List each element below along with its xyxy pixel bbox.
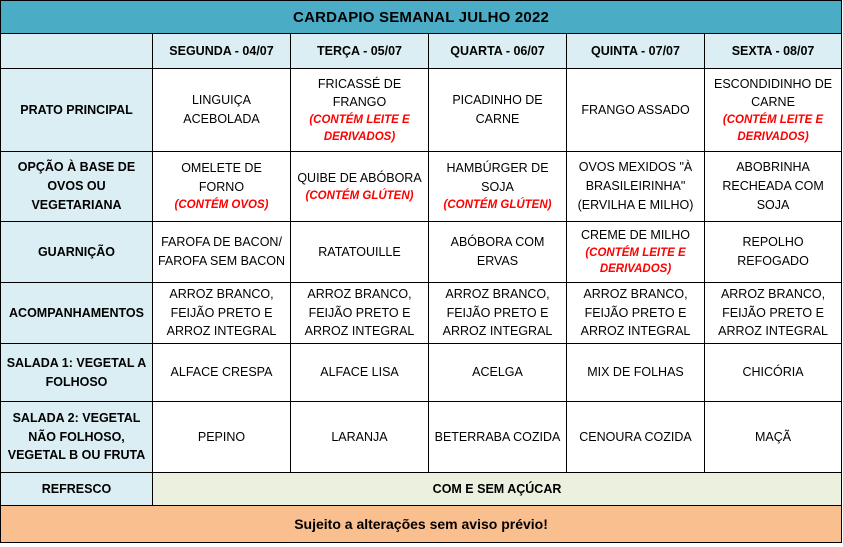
table-row-guarnicao — [1, 222, 842, 283]
day-header-wednesday: QUARTA - 06/07 — [429, 34, 567, 69]
day-header-tuesday: TERÇA - 05/07 — [291, 34, 429, 69]
dish-text: BETERRABA COZIDA — [434, 429, 561, 444]
days-header-row — [1, 34, 842, 69]
page-title: CARDAPIO SEMANAL JULHO 2022 — [1, 1, 842, 34]
menu-cell — [153, 344, 291, 402]
menu-cell — [705, 283, 842, 344]
menu-cell — [567, 152, 705, 222]
menu-cell — [153, 69, 291, 152]
dish-text: MIX DE FOLHAS — [587, 365, 684, 380]
menu-cell — [567, 283, 705, 344]
menu-cell — [291, 402, 429, 473]
row-label: SALADA 2: VEGETAL NÃO FOLHOSO, VEGETAL B OU FRUTA — [1, 402, 153, 473]
menu-cell — [429, 283, 567, 344]
row-label: SALADA 1: VEGETAL A FOLHOSO — [1, 344, 153, 402]
dish-text: CENOURA COZIDA — [579, 429, 692, 444]
menu-cell — [291, 152, 429, 222]
footer-note: Sujeito a alterações sem aviso prévio! — [1, 506, 842, 543]
dish-text: LARANJA — [331, 429, 388, 444]
dish-text: PEPINO — [197, 429, 246, 444]
dish-text: ARROZ BRANCO, FEIJÃO PRETO E ARROZ INTEGRAL — [442, 286, 553, 339]
menu-cell — [567, 402, 705, 473]
day-header-monday: SEGUNDA - 04/07 — [153, 34, 291, 69]
corner-cell — [1, 34, 153, 69]
menu-cell — [291, 344, 429, 402]
dish-text: ARROZ BRANCO, FEIJÃO PRETO E ARROZ INTEGRAL — [304, 286, 415, 339]
dish-text: ABOBRINHA RECHEADA COM SOJA — [722, 160, 824, 212]
dish-text: REPOLHO REFOGADO — [737, 235, 809, 268]
allergen-text: (CONTÉM LEITE E DERIVADOS) — [585, 246, 686, 276]
table-row-refresco — [1, 473, 842, 506]
menu-cell — [153, 283, 291, 344]
menu-cell — [429, 152, 567, 222]
menu-cell — [429, 222, 567, 283]
row-label: ACOMPANHAMENTOS — [1, 283, 153, 344]
dish-text: ALFACE LISA — [320, 365, 399, 380]
dish-text: ACELGA — [472, 365, 523, 380]
menu-cell — [291, 283, 429, 344]
table-row-opcao-vegetariana — [1, 152, 842, 222]
dish-text: QUIBE DE ABÓBORA — [297, 170, 422, 185]
dish-text: PICADINHO DE CARNE — [452, 93, 543, 126]
allergen-text: (CONTÉM GLÚTEN) — [305, 189, 414, 202]
dish-text: FRICASSÉ DE FRANGO — [317, 76, 402, 110]
table-row-salada-1 — [1, 344, 842, 402]
menu-cell — [153, 402, 291, 473]
allergen-text: (CONTÉM LEITE E DERIVADOS) — [722, 114, 824, 143]
table-row-prato-principal — [1, 69, 842, 152]
dish-text: OVOS MEXIDOS "À BRASILEIRINHA" (ERVILHA E MILHO) — [577, 160, 694, 212]
dish-text: HAMBÚRGER DE SOJA — [446, 161, 549, 195]
dish-text: ARROZ BRANCO, FEIJÃO PRETO E ARROZ INTEGRAL — [166, 286, 277, 339]
day-header-friday: SEXTA - 08/07 — [705, 34, 842, 69]
dish-text: OMELETE DE FORNO — [181, 161, 262, 195]
title-row — [1, 1, 842, 34]
table-row-salada-2 — [1, 402, 842, 473]
menu-cell — [705, 222, 842, 283]
menu-cell — [705, 152, 842, 222]
dish-text: ARROZ BRANCO, FEIJÃO PRETO E ARROZ INTEGRAL — [580, 286, 691, 339]
menu-cell — [429, 69, 567, 152]
menu-cell — [291, 69, 429, 152]
refresco-value: COM E SEM AÇÚCAR — [153, 473, 842, 506]
menu-cell — [153, 222, 291, 283]
menu-cell — [291, 222, 429, 283]
dish-text: LINGUIÇA ACEBOLADA — [183, 93, 260, 126]
menu-cell — [429, 344, 567, 402]
menu-cell — [153, 152, 291, 222]
dish-text: ABÓBORA COM ERVAS — [450, 235, 545, 268]
row-label: OPÇÃO À BASE DE OVOS OU VEGETARIANA — [1, 152, 153, 222]
dish-text: MAÇÃ — [754, 429, 792, 444]
menu-cell — [705, 402, 842, 473]
dish-text: ARROZ BRANCO, FEIJÃO PRETO E ARROZ INTEGRAL — [718, 286, 828, 339]
menu-cell — [705, 344, 842, 402]
menu-cell — [567, 69, 705, 152]
allergen-text: (CONTÉM OVOS) — [174, 198, 269, 211]
dish-text: FAROFA DE BACON/ FAROFA SEM BACON — [157, 235, 286, 268]
menu-cell — [705, 69, 842, 152]
row-label: PRATO PRINCIPAL — [1, 69, 153, 152]
dish-text: ALFACE CRESPA — [170, 365, 273, 380]
dish-text: RATATOUILLE — [318, 244, 401, 259]
dish-text: ESCONDIDINHO DE CARNE — [714, 76, 833, 110]
menu-cell — [567, 222, 705, 283]
dish-text: FRANGO ASSADO — [581, 102, 690, 117]
row-label: REFRESCO — [1, 473, 153, 506]
dish-text: CHICÓRIA — [742, 365, 804, 380]
allergen-text: (CONTÉM GLÚTEN) — [443, 198, 552, 211]
day-header-thursday: QUINTA - 07/07 — [567, 34, 705, 69]
menu-cell — [567, 344, 705, 402]
footer-row — [1, 506, 842, 543]
menu-cell — [429, 402, 567, 473]
row-label: GUARNIÇÃO — [1, 222, 153, 283]
dish-text: CREME DE MILHO — [580, 227, 691, 242]
allergen-text: (CONTÉM LEITE E DERIVADOS) — [309, 114, 410, 143]
table-row-acompanhamentos — [1, 283, 842, 344]
